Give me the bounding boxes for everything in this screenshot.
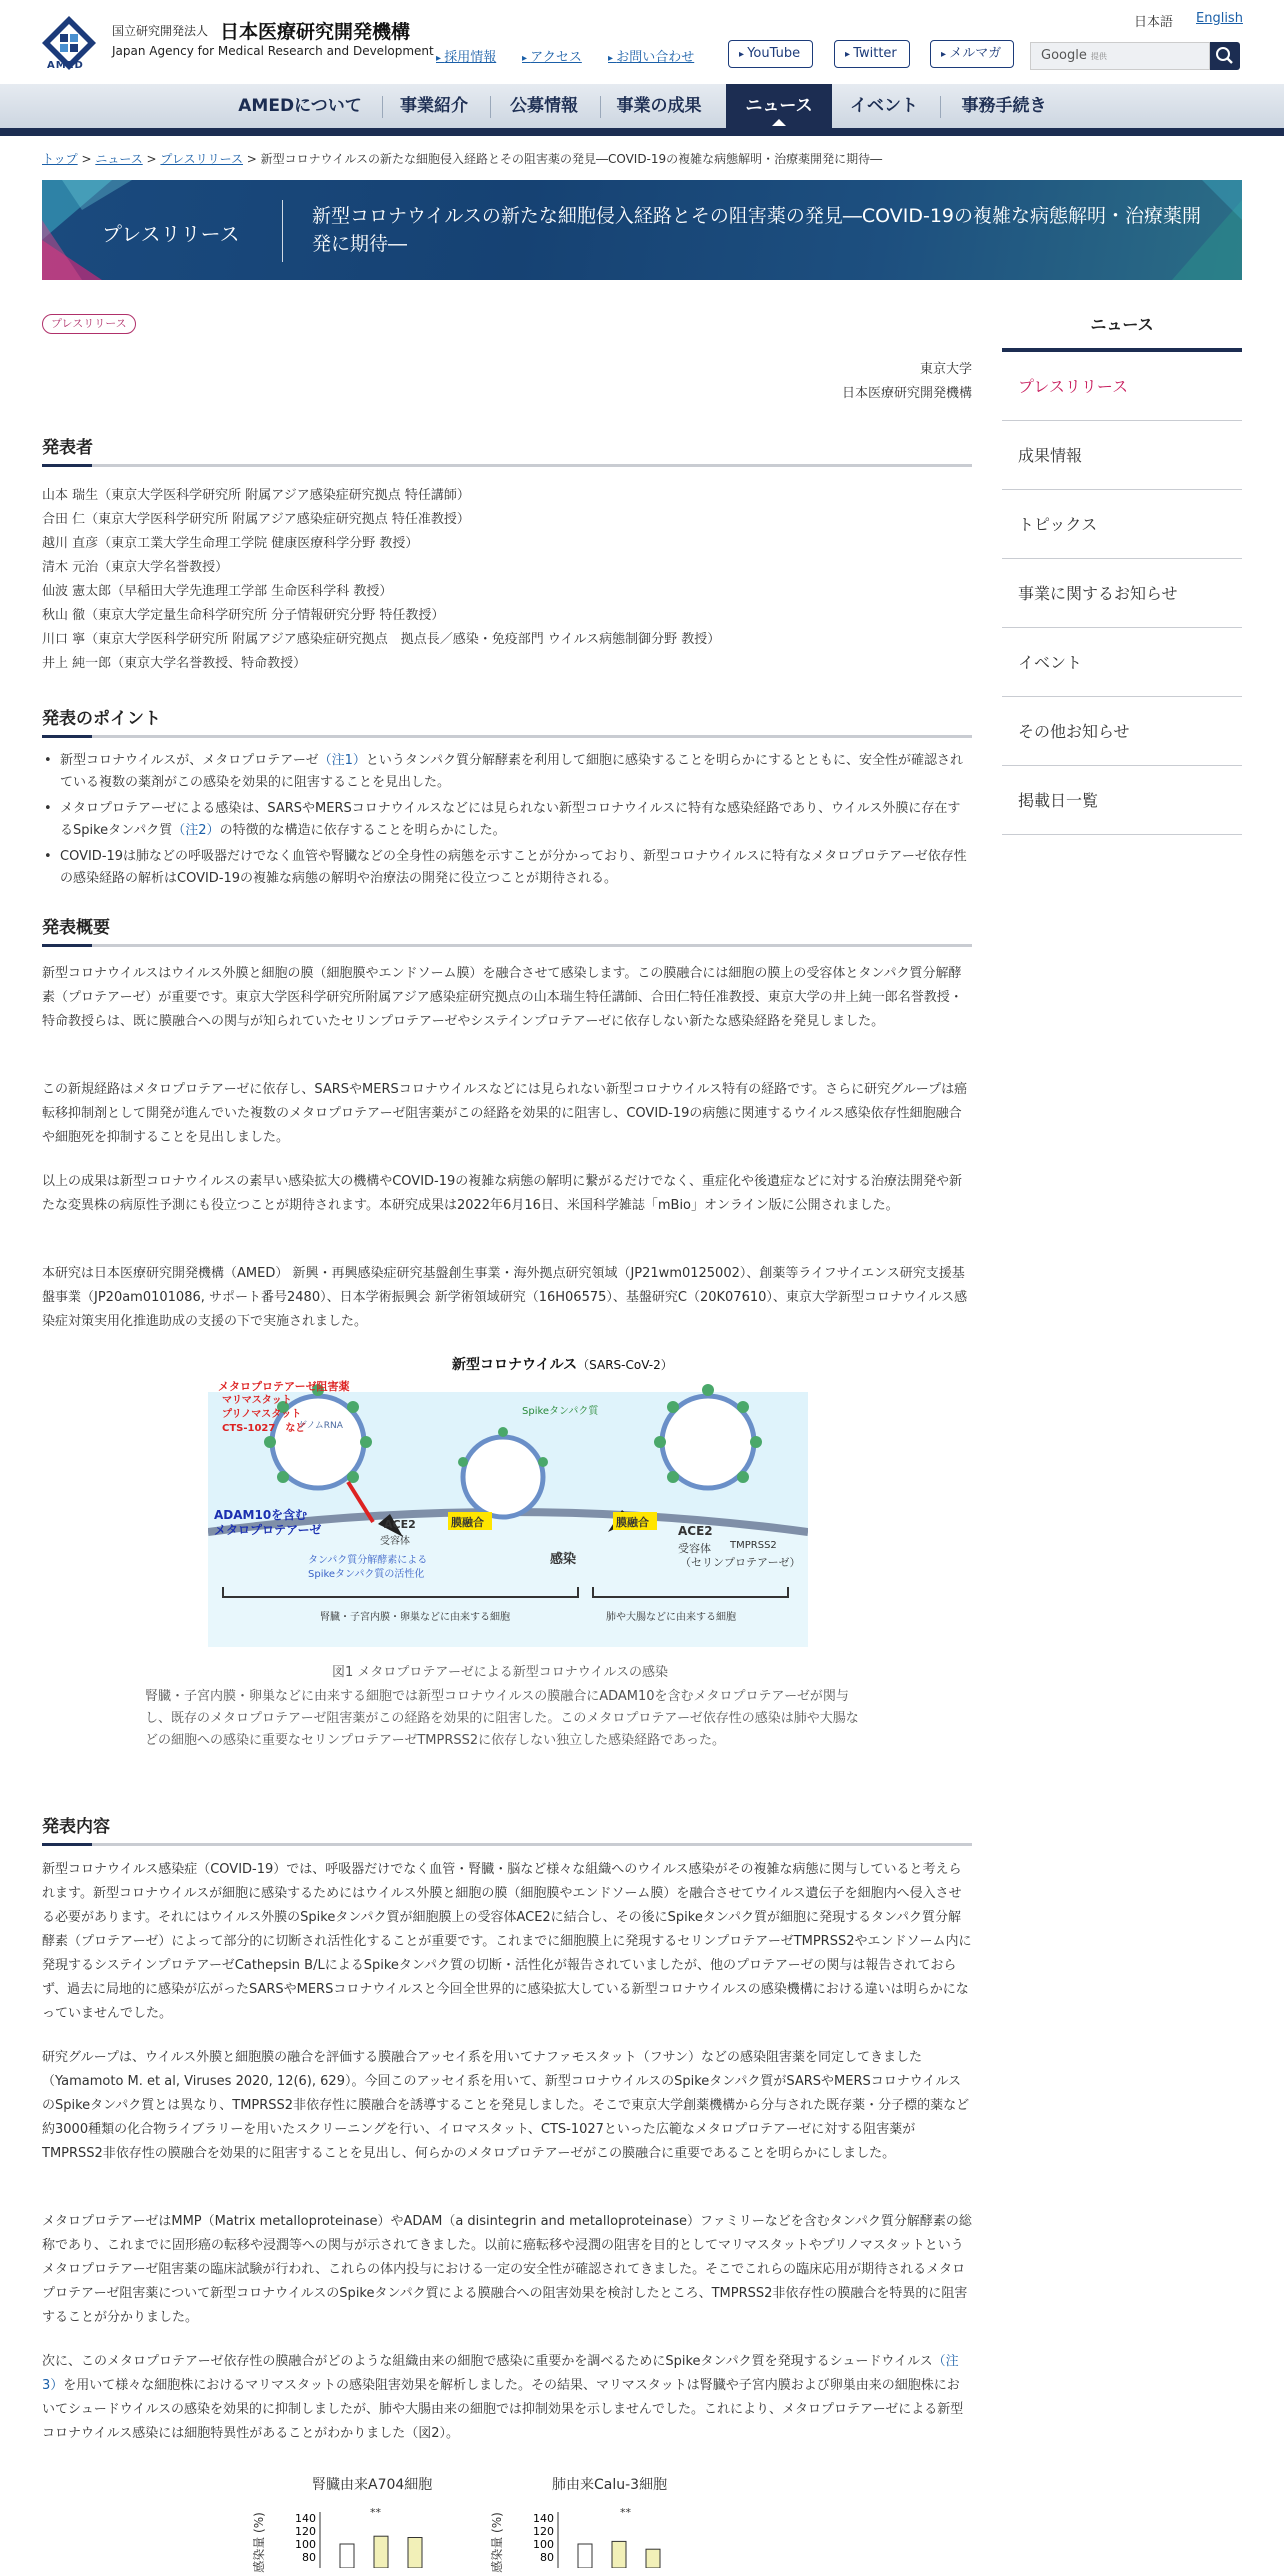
search-placeholder: Google [1041,48,1087,63]
nav-divider [382,96,383,118]
breadcrumb-press[interactable]: プレスリリース [160,152,243,166]
summary-heading: 発表概要 [42,913,972,947]
summary-paragraph: 以上の成果は新型コロナウイルスの素早い感染拡大の機構やCOVID-19の複雑な病態の解明に繋がるだけでなく、重症化や後遺症などに対する治療法開発や新たな変異株の病原性予測にも役立つことが期待されます。本研究成果は2022年6月16日、米国科学雑誌「mBio」オンライン版に公開されました。 [42,1174,963,1213]
fig1-cell-right: 肺や大腸などに由来する細胞 [606,1612,736,1623]
search-input[interactable] [1030,42,1210,70]
note-2-link[interactable]: （注2） [172,823,220,838]
nav-bottom-bar [0,128,1284,136]
fig1-inhibitor: CTS-1027 など [222,1423,306,1434]
nav-procedures[interactable]: 事務手続き [961,96,1047,116]
content-paragraph: 次に、このメタロプロテアーゼ依存性の膜融合がどのような組織由来の細胞で感染に重要かを調べるためにSpikeタンパク質を発現するシュードウイルス（注3）を用いて様々な細胞株におけるマリマスタットの感染阻害効果を解析しました。その結果、マリマスタットは腎臓や子宮内膜および卵巣由来の細胞株においてシュードウイルスの感染を効果的に抑制しましたが、肺や大腸由来の細胞では抑制効果を示しませんでした。これにより、メタロプロテアーゼによる新型コロナウイルス感染には細胞特異性があることがわかりました（図2）。 [42,2354,964,2441]
content-paragraph: 研究グループは、ウイルス外膜と細胞膜の融合を評価する膜融合アッセイ系を用いてナファモスタット（フサン）などの感染阻害薬を同定してきました（Yamamoto M. et al, Viruses 2020, 12(6), 629）。今回このアッセイ系を用いて、新型コロナウイルスのSpikeタンパク質がSARSやMERSコロナウイルスのSpikeタンパク質とは異なり、TMPRSS2非依存性に膜融合を誘導することを発見しました。そこで東京大学創薬機構から分与された既存薬・分子標的薬など約3000種類の化合物ライブラリーを用いたスクリーニングを行い、イロマスタット、CTS-1027といった広範なメタロプロテアーゼに対する阻害薬がTMPRSS2非依存性の膜融合を効果的に阻害することを見出し、何らかのメタロプロテアーゼがこの膜融合に重要であることを明らかにしました。 [42,2050,970,2161]
lang-japanese[interactable]: 日本語 [1134,15,1174,30]
fig2b-plot [516,2508,716,2568]
fig1-title: 新型コロナウイルス [452,1357,578,1373]
fig2-tick-label: 140 [295,2512,316,2525]
institution-2: 日本医療研究開発機構 [841,386,972,401]
summary-paragraph: この新規経路はメタロプロテアーゼに依存し、SARSやMERSコロナウイルスなどには見られない新型コロナウイルス特有の経路です。さらに研究グループは癌転移抑制剤として開発が進んでいた複数のメタロプロテアーゼ阻害薬がこの経路を効果的に阻害し、COVID-19の病態に関連するウイルス感染依存性細胞融合や細胞死を抑制することを見出しました。 [42,1082,968,1145]
presenter-item: 越川 直彦（東京工業大学生命理工学院 健康医療科学分野 教授） [42,536,419,551]
content-paragraph: 新型コロナウイルス感染症（COVID-19）では、呼吸器だけでなく血管・腎臓・脳など様々な組織へのウイルス感染がその複雑な病態に関与していると考えられます。新型コロナウイルスが細胞に感染するためにはウイルス外膜と細胞の膜（細胞膜やエンドソーム膜）を融合させてウイルス遺伝子を細胞内へ侵入させる必要があります。それにはウイルス外膜のSpikeタンパク質が細胞膜上の受容体ACE2に結合し、その後にSpikeタンパク質が細胞に発現するタンパク質分解酵素（プロテアーゼ）によって部分的に切断され活性化することが重要です。これまでに細胞膜上に発現するセリンプロテアーゼTMPRSS2やエンドソーム内に発現するシステインプロテアーゼCathepsin B/LによるSpikeタンパク質の切断・活性化が報告されていましたが、他のプロテアーゼの関与は報告されておらず、過去に局地的に感染が広がったSARSやMERSコロナウイルスと今回全世界的に感染拡大している新型コロナウイルスの感染機構における違いは明らかになっていませんでした。 [42,1862,972,2021]
fig2-bar [612,2541,626,2568]
fig2b-ylabel: 感染量 (%) [489,2512,504,2573]
presenter-item: 秋山 徹（東京大学定量生命科学研究所 分子情報研究分野 特任教授） [42,608,445,623]
content-heading: 発表内容 [42,1812,972,1846]
fig2a-ylabel: 感染量 (%) [251,2512,266,2573]
summary-paragraph: 新型コロナウイルスはウイルス外膜と細胞の膜（細胞膜やエンドソーム膜）を融合させて感染します。この膜融合には細胞の膜上の受容体とタンパク質分解酵素（プロテアーゼ）が重要です。東京大学医科学研究所附属アジア感染症研究拠点の山本瑞生特任講師、合田仁特任准教授、東京大学の井上純一郎名誉教授・特命教授らは、既に膜融合への関与が知られていたセリンプロテアーゼやシステインプロテアーゼに依存しない新たな感染経路を発見しました。 [42,966,963,1029]
fig1-infection-label: 感染 [550,1552,577,1567]
fig1-adam-label: ADAM10を含む メタロプロテアーゼ [214,1508,322,1537]
fig2b-sig: ** [620,2506,631,2519]
banner-section-label: プレスリリース [102,222,240,246]
twitter-button[interactable]: ▸ Twitter [834,40,910,68]
summary-paragraph: 本研究は日本医療研究開発機構（AMED） 新興・再興感染症研究基盤創生事業・海外拠点研究領域（JP21wm0125002）、創薬等ライフサイエンス研究支援基盤事業（JP20am0101086, サポート番号2480）、日本学術振興会 新学術領域研究（16H06575）、基盤研究C（20K07610）、東京大学新型コロナウイルス感染症対策実用化推進助成の支援の下で実施されました。 [42,1266,968,1329]
fig1-inhibitor: マリマスタット [222,1395,292,1406]
contact-link[interactable]: ▸ お問い合わせ [608,46,694,65]
fig2-bar [578,2544,592,2568]
nav-divider [600,96,601,118]
fig1-ace2-right: ACE2 [678,1524,713,1538]
presenter-item: 川口 寧（東京大学医科学研究所 附属アジア感染症研究拠点 拠点長／感染・免疫部門 ウイルス病態制御分野 教授） [42,632,721,647]
fig1-inhibitor: プリノマスタット [222,1409,302,1420]
fig1-serine-label: （セリンプロテアーゼ） [680,1556,801,1569]
institution-1: 東京大学 [919,362,972,377]
nav-divider [940,96,941,118]
fig1-genome-label: ゲノムRNA [298,1421,343,1431]
access-link[interactable]: ▸ アクセス [522,46,582,65]
nav-divider [490,96,491,118]
sidebar-item-events[interactable]: イベント [1002,628,1242,697]
nav-events[interactable]: イベント [850,96,918,116]
note-1-link[interactable]: （注1） [318,753,366,768]
presenter-item: 仙波 憲太郎（早稲田大学先進理工学部 生命医科学科 教授） [42,584,393,599]
fig1-cell-left: 腎臓・子宮内膜・卵巣などに由来する細胞 [320,1612,510,1623]
figure-1-caption-title: 図1 メタロプロテアーゼによる新型コロナウイルスの感染 [332,1665,668,1680]
nav-news[interactable]: ニュース [726,84,832,128]
banner-divider [282,200,283,262]
page-banner [42,180,1242,280]
sidebar-item-press[interactable]: プレスリリース [1002,352,1242,421]
fig2-tick-label: 80 [540,2551,554,2564]
fig2b-title: 肺由来Calu-3細胞 [552,2477,668,2493]
fig2-tick-label: 100 [533,2538,554,2551]
fig2-tick-label: 120 [295,2525,316,2538]
fig2-tick-label: 120 [533,2525,554,2538]
breadcrumb-news[interactable]: ニュース [95,152,143,166]
fig1-receptor-right: 受容体 [678,1542,711,1555]
points-heading: 発表のポイント [42,704,972,738]
fig1-activation-label: タンパク質分解酵素による Spikeタンパク質の活性化 [308,1555,428,1580]
fig1-fusion-left: 膜融合 [451,1516,484,1529]
sidebar-item-project-notices[interactable]: 事業に関するお知らせ [1002,559,1242,628]
youtube-button[interactable]: ▸ YouTube [728,40,813,68]
breadcrumb-top[interactable]: トップ [42,152,78,166]
search-button[interactable] [1210,42,1240,70]
fig2-tick-label: 80 [302,2551,316,2564]
figure-1-diagram [208,1352,808,1647]
fig1-title-sub: （SARS-CoV-2） [577,1358,673,1372]
nav-calls[interactable]: 公募情報 [510,96,578,116]
fig2a-title: 腎臓由来A704細胞 [312,2477,433,2493]
fig1-spike-label: Spikeタンパク質 [522,1406,599,1417]
content-paragraph: メタロプロテアーゼはMMP（Matrix metalloproteinase）やADAM（a disintegrin and metalloproteinase）ファミリーなどを含むタンパク質分解酵素の総称であり、これまでに固形癌の転移や浸潤等への関与が示されてきました。以前に癌転移や浸潤の阻害を目的としてマリマスタットやプリノマスタットというメタロプロテアーゼ阻害薬の臨床試験が行われ、これらの体内投与における一定の安全性が確認されてきました。そこでこれらの臨床応用が期待されるメタロプロテアーゼ阻害薬について新型コロナウイルスのSpikeタンパク質による膜融合への阻害効果を検討したところ、TMPRSS2非依存性の膜融合を特異的に阻害することが分かりました。 [42,2214,972,2325]
fig2-bar [646,2549,660,2568]
point-item: • メタロプロテアーゼによる感染は、SARSやMERSコロナウイルスなどには見られない新型コロナウイルスに特有な感染経路であり、ウイルス外膜に存在するSpikeタンパク質（注2）の特徴的な構造に依存することを明らかにした。 [42,798,972,842]
fig1-fusion-right: 膜融合 [616,1516,649,1529]
fig1-ace2-left: ACE2 [384,1518,416,1531]
fig2-tick-label: 100 [295,2538,316,2551]
search-icon [1210,42,1240,70]
presenter-item: 合田 仁（東京大学医科学研究所 附属アジア感染症研究拠点 特任准教授） [42,512,470,527]
nav-projects[interactable]: 事業紹介 [400,96,468,116]
point-item: • COVID-19は肺などの呼吸器だけでなく血管や腎臓などの全身性の病態を示すことが分かっており、新型コロナウイルスに特有なメタロプロテアーゼ依存性の感染経路の解析はCOVID-19の複雑な病態の解明や治療法の開発に役立つことが期待される。 [42,846,972,890]
figure-2-panel-a [251,2470,478,2573]
presenter-item: 山本 瑞生（東京大学医科学研究所 附属アジア感染症研究拠点 特任講師） [42,488,470,503]
point-item: • 新型コロナウイルスが、メタロプロテアーゼ（注1）というタンパク質分解酵素を利用して細胞に感染することを明らかにするとともに、安全性が確認されている複数の薬剤がこの感染を効果的に阻害することを見出した。 [42,750,972,794]
sidebar-item-other[interactable]: その他お知らせ [1002,697,1242,766]
sidebar-title: ニュース [1090,315,1154,334]
sidebar-item-topics[interactable]: トピックス [1002,490,1242,559]
nav-results[interactable]: 事業の成果 [616,96,702,116]
logo-text: AMED [47,60,84,71]
category-tag[interactable]: プレスリリース [42,314,136,334]
search-provided-label: 提供 [1090,52,1107,61]
fig2-bar [408,2538,422,2569]
nav-about[interactable]: AMEDについて [238,96,362,116]
org-name[interactable]: 日本医療研究開発機構 [220,21,411,43]
breadcrumb: トップ > ニュース > プレスリリース > 新型コロナウイルスの新たな細胞侵入経路とその阻害薬の発見―COVID-19の複雑な病態解明・治療薬開発に期待― [42,152,883,166]
note-3-link[interactable]: （注3） [42,2354,959,2393]
fig1-receptor-left: 受容体 [380,1536,410,1547]
org-name-en: Japan Agency for Medical Research and Development [112,44,434,58]
figure-1-caption: 腎臓・子宮内膜・卵巣などに由来する細胞では新型コロナウイルスの膜融合にADAM10を含むメタロプロテアーゼが関与し、既存のメタロプロテアーゼ阻害薬がこの経路を効果的に阻害した。このメタロプロテアーゼ依存性の感染は肺や大腸などの細胞への感染に重要なセリンプロテアーゼTMPRSS2に依存しない独立した感染経路であった。 [145,1689,859,1748]
breadcrumb-current: 新型コロナウイルスの新たな細胞侵入経路とその阻害薬の発見―COVID-19の複雑な病態解明・治療薬開発に期待― [260,152,883,166]
page-title: 新型コロナウイルスの新たな細胞侵入経路とその阻害薬の発見―COVID-19の複雑な病態解明・治療薬開発に期待― [312,205,1202,255]
fig2a-sig: ** [370,2506,381,2519]
sidebar-item-results[interactable]: 成果情報 [1002,421,1242,490]
site-header [0,0,1284,84]
org-type: 国立研究開発法人 [112,24,209,38]
fig2-tick-label: 140 [533,2512,554,2525]
lang-english-link[interactable]: English [1196,11,1243,26]
presenter-item: 井上 純一郎（東京大学名誉教授、特命教授） [42,656,307,671]
recruit-link[interactable]: ▸ 採用情報 [436,46,496,65]
fig2-bar [374,2536,388,2568]
presenters-heading: 発表者 [42,433,972,467]
fig2a-plot [278,2508,478,2568]
fig1-inhibitor-heading: メタロプロテアーゼ阻害薬 [218,1380,350,1393]
fig1-tmprss2-label: TMPRSS2 [730,1540,777,1551]
mail-magazine-button[interactable]: ▸ メルマガ [930,40,1014,68]
presenter-item: 清木 元治（東京大学名誉教授） [42,560,229,575]
sidebar-item-archive[interactable]: 掲載日一覧 [1002,766,1242,835]
fig2-bar [340,2544,354,2568]
figure-2-panel-b [489,2470,716,2573]
